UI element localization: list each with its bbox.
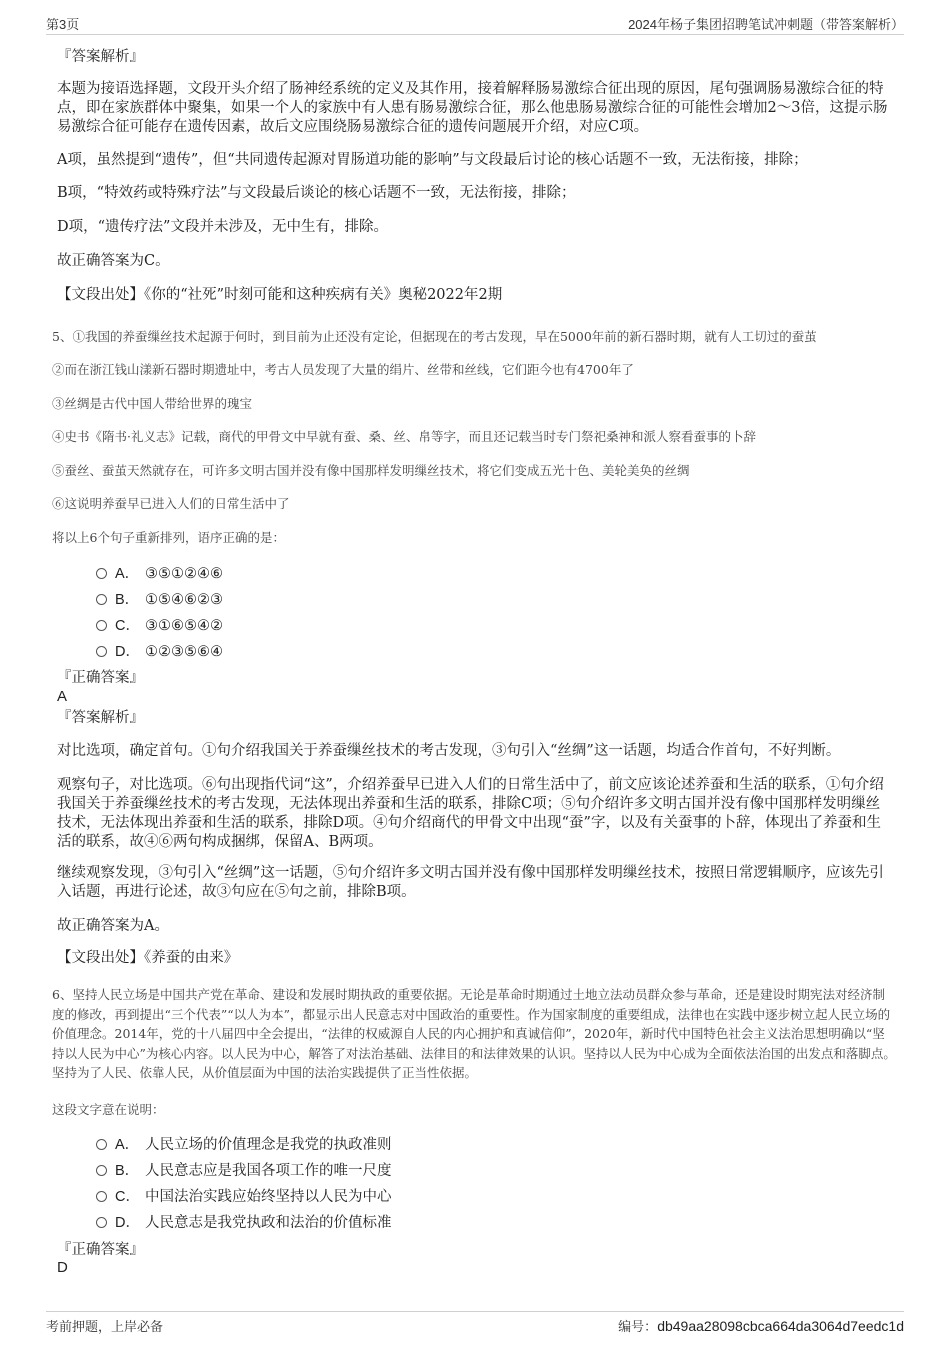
footer-serial-label: 编号： [618,1319,658,1334]
q4-conclusion: 故正确答案为C。 [57,253,170,269]
radio-icon[interactable] [96,1165,107,1176]
q6-option-c[interactable]: C． 中国法治实践应始终坚持以人民为中心 [96,1188,392,1207]
q5-answer-label: 『正确答案』 [57,670,144,686]
q5-source [57,949,888,968]
q5-analysis-paragraph-1: 对比选项，确定首句。①句介绍我国关于养蚕缫丝技术的考古发现，③句引入“丝绸”这一话题，均适合作首句，不好判断。 [57,743,841,759]
footer-slogan: 考前押题，上岸必备 [46,1319,164,1334]
page-header [46,12,904,35]
footer-serial [618,1316,904,1335]
q5-analysis-label: 『答案解析』 [57,710,144,726]
q5-prompt: 将以上6个句子重新排列，语序正确的是： [52,530,285,545]
q6-prompt: 这段文字意在说明： [52,1102,165,1117]
radio-icon[interactable] [96,1139,107,1150]
q6-option-d[interactable]: D． 人民意志是我党执政和法治的价值标准 [96,1214,392,1233]
q5-sentence-2: ②而在浙江钱山漾新石器时期遗址中，考古人员发现了大量的绢片、丝带和丝线，它们距今也有4700年了 [52,362,634,377]
page-number: 第3页 [46,17,80,32]
q4-analysis-label: 『答案解析』 [57,49,144,65]
radio-icon[interactable] [96,620,107,631]
q5-option-a[interactable]: A． ③⑤①②④⑥ [96,565,223,584]
q5-sentence-3: ③丝绸是古代中国人带给世界的瑰宝 [52,396,253,411]
q6-option-b[interactable]: B． 人民意志应是我国各项工作的唯一尺度 [96,1162,392,1181]
q5-source-label: 【文段出处】 [57,950,144,966]
q5-analysis-paragraph-2: 观察句子，对比选项。⑥句出现指代词“这”，介绍养蚕早已进入人们的日常生活中了，前文应该论述养蚕和生活的联系，①句介绍我国关于养蚕缫丝技术的考古发现，无法体现出养蚕和生活的联系，排除C项；⑤句介绍许多文明古国并没有像中国那样发明缫丝技术，无法体现出养蚕和生活的联系，排除D项。④句介绍商代的甲骨文中出现“蚕”字，以及有关蚕事的卜辞，体现出了养蚕和生活的联系，故④⑥两句构成捆绑，保留A、B两项。 [57,777,884,850]
q5-option-d[interactable]: D． ①②③⑤⑥④ [96,643,223,662]
q6-answer-label: 『正确答案』 [57,1242,144,1258]
document-title: 2024年杨子集团招聘笔试冲刺题（带答案解析） [628,17,904,32]
q4-source-label: 【文段出处】 [57,287,144,303]
q6-stem: 6、坚持人民立场是中国共产党在革命、建设和发展时期执政的重要依据。无论是革命时期通过土地立法动员群众参与革命，还是建设时期宪法对经济制度的修改，再到提出“三个代表”“以人为本”，都显示出人民意志对中国政治的重要性。作为国家制度的重要组成，法律也在实践中逐步树立起人民立场的价值理念。2014年，党的十八届四中全会提出，“法律的权威源自人民的内心拥护和真诚信仰”，2020年，新时代中国特色社会主义法治思想明确以“坚持以人民为中心”为核心内容。以人民为中心，解答了对法治基础、法律目的和法律效果的认识。坚持以人民为中心成为全面依法治国的出发点和落脚点。坚持为了人民、依靠人民，从价值层面为中国的法治实践提供了正当性依据。 [52,987,896,1080]
radio-icon[interactable] [96,1191,107,1202]
q5-sentence-1: 5、①我国的养蚕缫丝技术起源于何时，到目前为止还没有定论，但据现在的考古发现，早在5000年前的新石器时期，就有人工切过的蚕茧 [52,329,817,344]
q6-answer: D [57,1259,68,1276]
q4-analysis-option-a: A项，虽然提到“遗传”，但“共同遗传起源对胃肠道功能的影响”与文段最后讨论的核心话题不一致，无法衔接，排除； [57,152,808,168]
q5-analysis-paragraph-3: 继续观察发现，③句引入“丝绸”这一话题，⑤句介绍许多文明古国并没有像中国那样发明缫丝技术，按照日常逻辑顺序，应该先引入话题，再进行论述，故③句应在⑤句之前，排除B项。 [57,865,884,900]
q5-option-b[interactable]: B． ①⑤④⑥②③ [96,591,223,610]
radio-icon[interactable] [96,646,107,657]
q4-analysis-option-d: D项，“遗传疗法”文段并未涉及，无中生有，排除。 [57,219,388,235]
q4-source [57,286,888,305]
radio-icon[interactable] [96,568,107,579]
q4-source-text: 《你的“社死”时刻可能和这种疾病有关》奥秘2022年2期 [144,287,503,303]
footer-serial-code: db49aa28098cbca664da3064d7eedc1d [657,1318,904,1334]
page-footer [46,1311,904,1336]
q6-option-a[interactable]: A． 人民立场的价值理念是我党的执政准则 [96,1136,392,1155]
q4-analysis-option-b: B项，“特效药或特殊疗法”与文段最后谈论的核心话题不一致，无法衔接，排除； [57,185,576,201]
q4-analysis-paragraph: 本题为接语选择题，文段开头介绍了肠神经系统的定义及其作用，接着解释肠易激综合征出现的原因，尾句强调肠易激综合征的特点，即在家族群体中聚集，如果一个人的家族中有人患有肠易激综合征，那么他患肠易激综合征的可能性会增加2～3倍，这提示肠易激综合征可能存在遗传因素，故后文应围绕肠易激综合征的遗传问题展开介绍，对应C项。 [57,81,888,135]
q5-sentence-5: ⑤蚕丝、蚕茧天然就存在，可许多文明古国并没有像中国那样发明缫丝技术，将它们变成五光十色、美轮美奂的丝绸 [52,463,690,478]
radio-icon[interactable] [96,594,107,605]
q5-source-text: 《养蚕的由来》 [144,950,239,966]
q5-conclusion: 故正确答案为A。 [57,918,169,934]
q5-answer: A [57,688,68,705]
q5-sentence-4: ④史书《隋书·礼义志》记载，商代的甲骨文中早就有蚕、桑、丝、帛等字，而且还记载当时专门祭祀桑神和派人察看蚕事的卜辞 [52,429,756,444]
q5-option-c[interactable]: C． ③①⑥⑤④② [96,617,223,636]
radio-icon[interactable] [96,1217,107,1228]
q5-sentence-6: ⑥这说明养蚕早已进入人们的日常生活中了 [52,496,290,511]
